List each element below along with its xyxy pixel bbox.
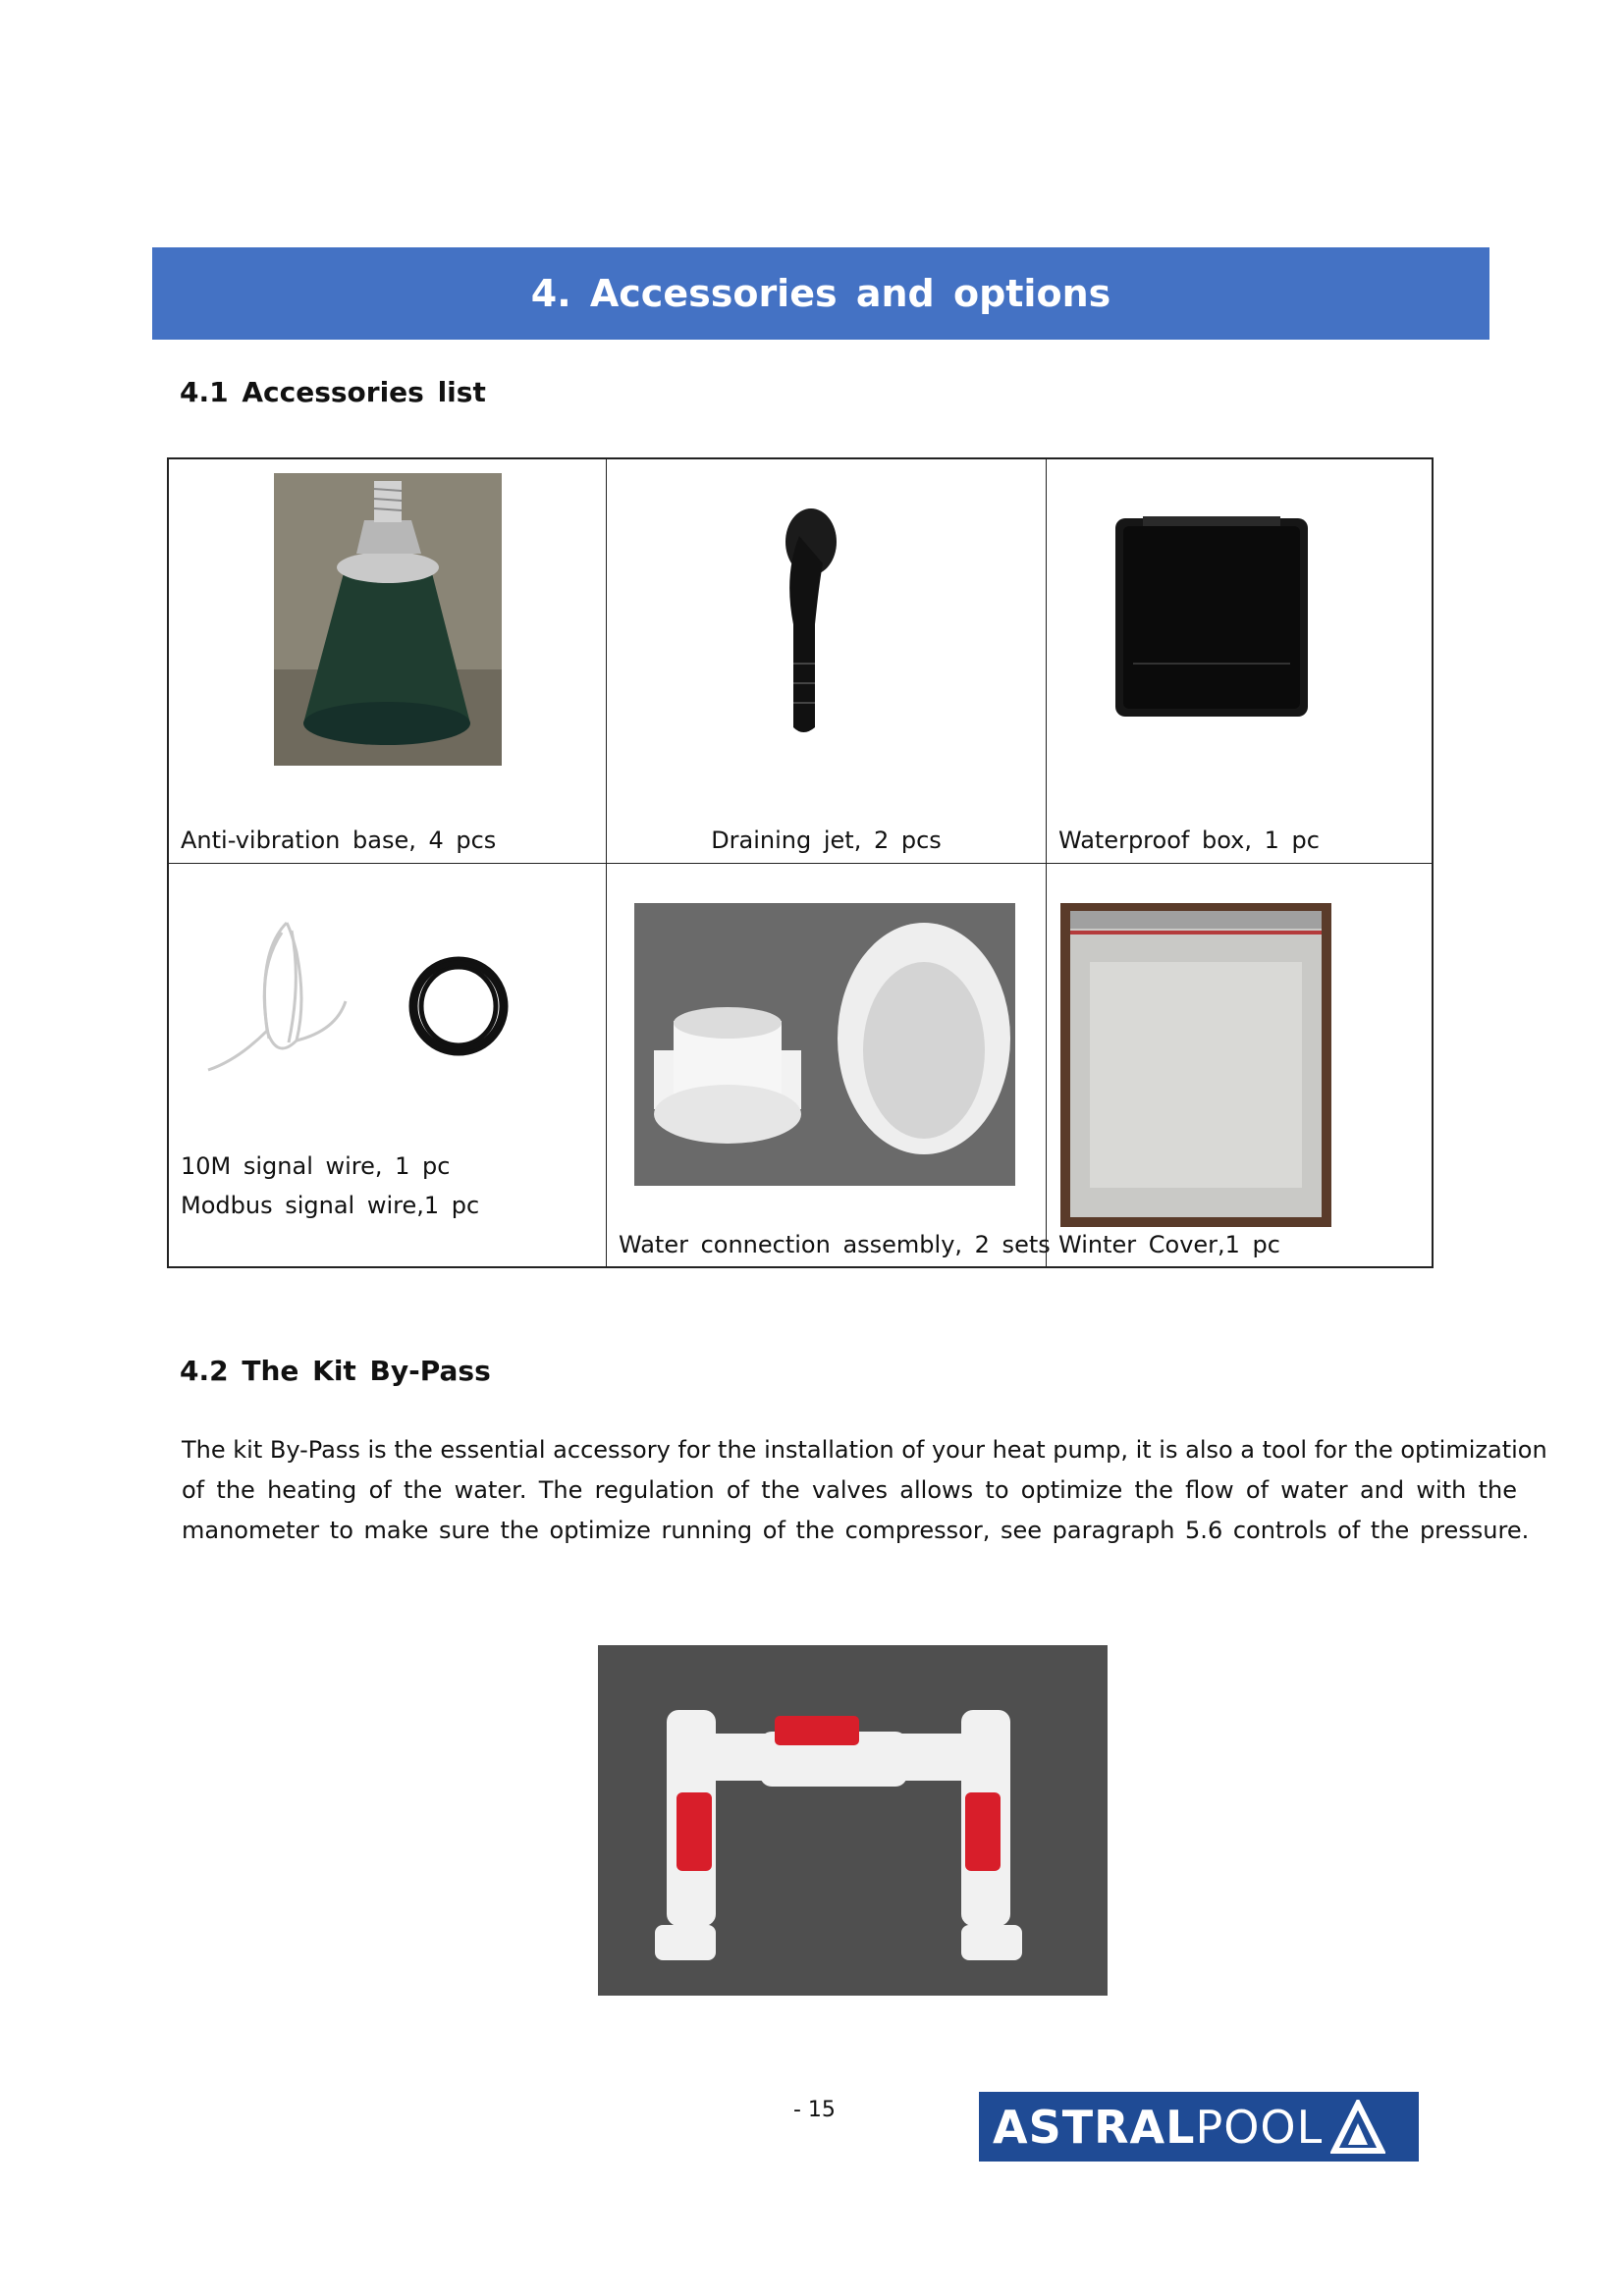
bypass-paragraph-line-3: manometer to make sure the optimize running of the compressor, see paragraph 5.6 controls of the pressure. [182,1517,1530,1544]
caption-water-connection: Water connection assembly, 2 sets [619,1231,1051,1258]
bypass-kit-photo [598,1645,1108,1996]
astralpool-logo [979,2092,1419,2162]
section-title: 4. Accessories and options [530,272,1111,315]
bypass-heading: 4.2 The Kit By-Pass [180,1355,491,1387]
logo-text-astral: ASTRAL [993,2100,1196,2154]
caption-winter-cover: Winter Cover,1 pc [1058,1231,1280,1258]
logo-text-pool: POOL [1195,2100,1324,2154]
accessory-cell-anti-vibration [169,459,607,864]
page-number: - 15 [793,2098,836,2122]
winter-cover-photo [1060,903,1331,1227]
accessory-cell-waterproof-box [1047,459,1432,864]
accessory-cell-winter-cover [1047,864,1432,1266]
caption-draining-jet: Draining jet, 2 pcs [711,827,942,854]
waterproof-box-photo [1113,516,1310,719]
accessory-cell-signal-wire [169,864,607,1266]
accessory-cell-draining-jet [607,459,1047,864]
caption-signal-wire-10m: 10M signal wire, 1 pc [181,1152,451,1180]
anti-vibration-base-photo [274,473,502,766]
accessory-cell-water-connection [607,864,1051,1266]
caption-waterproof-box: Waterproof box, 1 pc [1058,827,1320,854]
caption-signal-wire-modbus: Modbus signal wire,1 pc [181,1192,480,1219]
bypass-paragraph [182,1430,1547,1551]
water-connection-photo [634,903,1015,1186]
bypass-paragraph-line-2: of the heating of the water. The regulation of the valves allows to optimize the flow of water and with the [182,1476,1517,1504]
caption-anti-vibration: Anti-vibration base, 4 pcs [181,827,497,854]
draining-jet-photo [764,507,862,738]
astralpool-triangle-icon [1330,2100,1385,2155]
accessories-heading: 4.1 Accessories list [180,376,486,408]
section-banner [152,247,1489,340]
signal-wire-photo [198,913,552,1090]
accessories-table [167,457,1434,1268]
bypass-paragraph-line-1: The kit By-Pass is the essential accessory for the installation of your heat pump, it is also a tool for the optimization [182,1436,1547,1464]
